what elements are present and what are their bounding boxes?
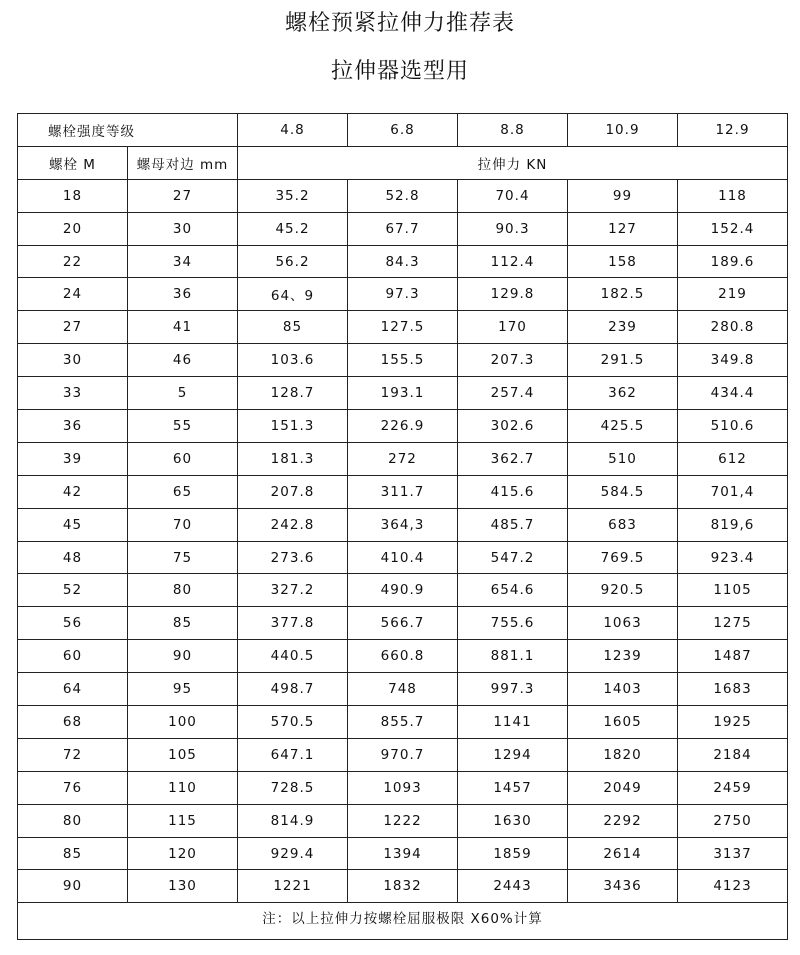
bolt-size-cell: 72 [18,738,128,771]
force-value-cell: 510.6 [678,410,788,443]
force-value-cell: 3436 [568,870,678,903]
force-value-cell: 128.7 [238,377,348,410]
force-value-cell: 302.6 [458,410,568,443]
force-value-cell: 1605 [568,706,678,739]
bolt-size-cell: 64 [18,673,128,706]
bolt-size-cell: 52 [18,574,128,607]
nut-size-cell: 80 [128,574,238,607]
force-value-cell: 112.4 [458,245,568,278]
force-value-cell: 85 [238,311,348,344]
table-row [18,508,788,541]
bolt-size-cell: 20 [18,212,128,245]
table-row [18,771,788,804]
force-value-cell: 485.7 [458,508,568,541]
force-value-cell: 239 [568,311,678,344]
nut-size-cell: 130 [128,870,238,903]
force-value-cell: 182.5 [568,278,678,311]
force-value-cell: 1630 [458,804,568,837]
grade-cell: 12.9 [678,114,788,147]
force-value-cell: 929.4 [238,837,348,870]
force-value-cell: 769.5 [568,541,678,574]
force-value-cell: 440.5 [238,640,348,673]
force-value-cell: 364,3 [348,508,458,541]
force-value-cell: 273.6 [238,541,348,574]
note-row [18,903,788,940]
nut-size-cell: 27 [128,179,238,212]
nut-size-header: 螺母对边 mm [128,146,238,179]
force-value-cell: 327.2 [238,574,348,607]
force-value-cell: 1487 [678,640,788,673]
force-value-cell: 920.5 [568,574,678,607]
force-value-cell: 2459 [678,771,788,804]
force-value-cell: 291.5 [568,344,678,377]
table-row [18,574,788,607]
force-value-cell: 728.5 [238,771,348,804]
table-row [18,541,788,574]
table-row [18,442,788,475]
force-value-cell: 67.7 [348,212,458,245]
nut-size-cell: 95 [128,673,238,706]
force-value-cell: 855.7 [348,706,458,739]
nut-size-cell: 70 [128,508,238,541]
force-value-cell: 1403 [568,673,678,706]
bolt-size-cell: 80 [18,804,128,837]
force-value-cell: 349.8 [678,344,788,377]
bolt-size-cell: 42 [18,475,128,508]
grade-label-cell: 螺栓强度等级 [18,114,238,147]
force-value-cell: 881.1 [458,640,568,673]
table-row [18,706,788,739]
force-value-cell: 570.5 [238,706,348,739]
force-value-cell: 654.6 [458,574,568,607]
bolt-size-cell: 27 [18,311,128,344]
nut-size-cell: 110 [128,771,238,804]
bolt-size-cell: 30 [18,344,128,377]
bolt-size-cell: 24 [18,278,128,311]
force-value-cell: 70.4 [458,179,568,212]
footnote: 注：以上拉伸力按螺栓屈服极限 X60%计算 [18,903,788,940]
nut-size-cell: 55 [128,410,238,443]
force-value-cell: 1925 [678,706,788,739]
force-value-cell: 64、9 [238,278,348,311]
force-value-cell: 755.6 [458,607,568,640]
force-value-cell: 425.5 [568,410,678,443]
force-value-cell: 1239 [568,640,678,673]
force-value-cell: 207.3 [458,344,568,377]
force-value-cell: 4123 [678,870,788,903]
force-value-cell: 52.8 [348,179,458,212]
table-row [18,607,788,640]
force-value-cell: 2184 [678,738,788,771]
force-value-cell: 2049 [568,771,678,804]
force-value-cell: 45.2 [238,212,348,245]
force-value-cell: 2292 [568,804,678,837]
table-row [18,212,788,245]
force-value-cell: 207.8 [238,475,348,508]
table-row [18,475,788,508]
force-value-cell: 56.2 [238,245,348,278]
nut-size-cell: 85 [128,607,238,640]
table-row [18,837,788,870]
nut-size-cell: 65 [128,475,238,508]
bolt-size-cell: 68 [18,706,128,739]
force-value-cell: 219 [678,278,788,311]
force-value-cell: 584.5 [568,475,678,508]
table-body [18,114,788,940]
force-header: 拉伸力 KN [238,146,788,179]
nut-size-cell: 105 [128,738,238,771]
force-value-cell: 152.4 [678,212,788,245]
force-value-cell: 1820 [568,738,678,771]
force-value-cell: 84.3 [348,245,458,278]
force-value-cell: 181.3 [238,442,348,475]
nut-size-cell: 120 [128,837,238,870]
table-row [18,278,788,311]
force-value-cell: 118 [678,179,788,212]
bolt-size-cell: 18 [18,179,128,212]
force-value-cell: 1141 [458,706,568,739]
force-value-cell: 647.1 [238,738,348,771]
force-value-cell: 1457 [458,771,568,804]
table-row [18,344,788,377]
nut-size-cell: 75 [128,541,238,574]
nut-size-cell: 5 [128,377,238,410]
table-row [18,179,788,212]
force-value-cell: 660.8 [348,640,458,673]
force-value-cell: 2443 [458,870,568,903]
bolt-size-cell: 60 [18,640,128,673]
bolt-size-cell: 39 [18,442,128,475]
bolt-size-cell: 22 [18,245,128,278]
table-row [18,870,788,903]
bolt-size-cell: 76 [18,771,128,804]
grade-cell: 10.9 [568,114,678,147]
force-value-cell: 1105 [678,574,788,607]
grade-cell: 6.8 [348,114,458,147]
bolt-size-cell: 90 [18,870,128,903]
force-value-cell: 612 [678,442,788,475]
nut-size-cell: 46 [128,344,238,377]
bolt-size-cell: 36 [18,410,128,443]
bolt-size-cell: 85 [18,837,128,870]
force-value-cell: 498.7 [238,673,348,706]
force-value-cell: 1221 [238,870,348,903]
force-value-cell: 1859 [458,837,568,870]
force-value-cell: 257.4 [458,377,568,410]
page-subtitle: 拉伸器选型用 [330,59,469,84]
nut-size-cell: 41 [128,311,238,344]
force-value-cell: 99 [568,179,678,212]
page-title: 螺栓预紧拉伸力推荐表 [284,11,515,36]
force-value-cell: 193.1 [348,377,458,410]
grade-cell: 4.8 [238,114,348,147]
force-value-cell: 90.3 [458,212,568,245]
nut-size-cell: 34 [128,245,238,278]
force-value-cell: 103.6 [238,344,348,377]
table-row [18,640,788,673]
force-value-cell: 155.5 [348,344,458,377]
force-value-cell: 819,6 [678,508,788,541]
bolt-size-cell: 33 [18,377,128,410]
force-value-cell: 97.3 [348,278,458,311]
force-value-cell: 1394 [348,837,458,870]
table-row [18,311,788,344]
table-row [18,245,788,278]
force-value-cell: 814.9 [238,804,348,837]
force-value-cell: 1093 [348,771,458,804]
force-value-cell: 2750 [678,804,788,837]
header-row-grades [18,114,788,147]
force-value-cell: 997.3 [458,673,568,706]
bolt-size-cell: 45 [18,508,128,541]
nut-size-cell: 60 [128,442,238,475]
force-value-cell: 362 [568,377,678,410]
force-value-cell: 158 [568,245,678,278]
nut-size-cell: 100 [128,706,238,739]
force-value-cell: 242.8 [238,508,348,541]
bolt-size-cell: 48 [18,541,128,574]
force-value-cell: 566.7 [348,607,458,640]
force-value-cell: 434.4 [678,377,788,410]
nut-size-cell: 36 [128,278,238,311]
table-row [18,804,788,837]
table-row [18,673,788,706]
force-value-cell: 170 [458,311,568,344]
force-value-cell: 311.7 [348,475,458,508]
table-row [18,377,788,410]
force-value-cell: 127.5 [348,311,458,344]
force-value-cell: 547.2 [458,541,568,574]
force-value-cell: 748 [348,673,458,706]
force-value-cell: 272 [348,442,458,475]
force-value-cell: 2614 [568,837,678,870]
header-row-labels [18,146,788,179]
force-value-cell: 1294 [458,738,568,771]
bolt-size-header: 螺栓 M [18,146,128,179]
force-value-cell: 35.2 [238,179,348,212]
force-value-cell: 970.7 [348,738,458,771]
nut-size-cell: 90 [128,640,238,673]
force-value-cell: 377.8 [238,607,348,640]
force-value-cell: 3137 [678,837,788,870]
force-value-cell: 362.7 [458,442,568,475]
force-value-cell: 701,4 [678,475,788,508]
tension-force-table [17,113,788,940]
force-value-cell: 923.4 [678,541,788,574]
force-value-cell: 226.9 [348,410,458,443]
table-row [18,410,788,443]
force-value-cell: 1832 [348,870,458,903]
force-value-cell: 189.6 [678,245,788,278]
nut-size-cell: 30 [128,212,238,245]
force-value-cell: 415.6 [458,475,568,508]
force-value-cell: 510 [568,442,678,475]
force-value-cell: 1275 [678,607,788,640]
force-value-cell: 280.8 [678,311,788,344]
force-value-cell: 490.9 [348,574,458,607]
force-value-cell: 129.8 [458,278,568,311]
force-value-cell: 683 [568,508,678,541]
force-value-cell: 151.3 [238,410,348,443]
force-value-cell: 127 [568,212,678,245]
force-value-cell: 1063 [568,607,678,640]
table-row [18,738,788,771]
force-value-cell: 410.4 [348,541,458,574]
bolt-size-cell: 56 [18,607,128,640]
nut-size-cell: 115 [128,804,238,837]
force-value-cell: 1222 [348,804,458,837]
force-value-cell: 1683 [678,673,788,706]
grade-cell: 8.8 [458,114,568,147]
